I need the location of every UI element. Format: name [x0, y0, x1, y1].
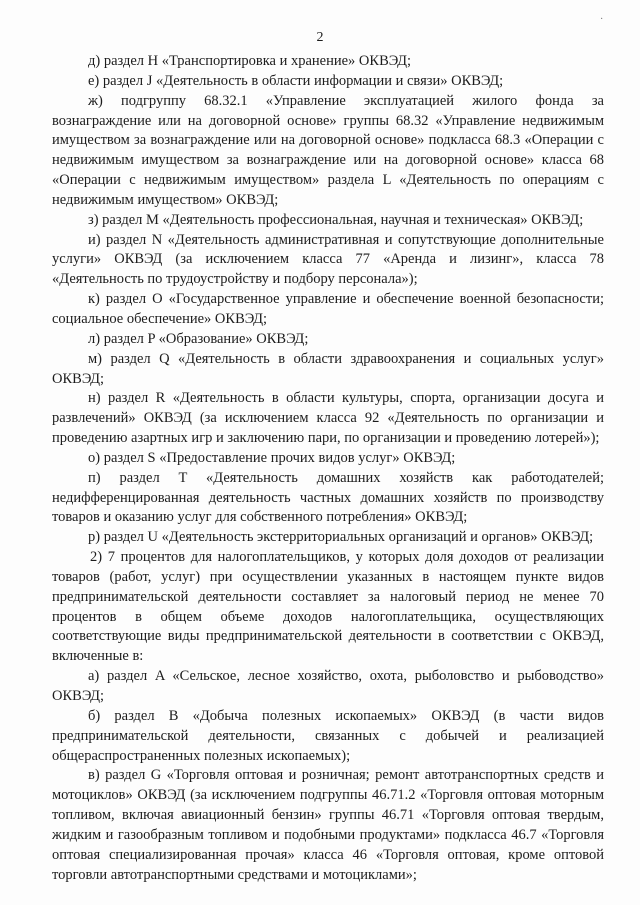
- paragraph-z: з) раздел M «Деятельность профессиональная, научная и техническая» ОКВЭД;: [88, 211, 584, 228]
- paragraph-n: н) раздел R «Деятельность в области культуры, спорта, организации досуга и развлечений» ОКВЭД (за исключением класса 92 «Деятельность по организации и проведению азартных игр и заключению пари, по организации и проведению лотерей»);: [52, 390, 604, 447]
- paragraph-o: о) раздел S «Предоставление прочих видов услуг» ОКВЭД;: [88, 449, 456, 466]
- paragraph-r: р) раздел U «Деятельность экстерриториальных организаций и органов» ОКВЭД;: [88, 529, 594, 546]
- paragraph-i: и) раздел N «Деятельность административная и сопутствующие дополнительные услуги» ОКВЭД (за исключением класса 77 «Аренда и лизинг», класса 78 «Деятельность по трудоустройству и подбору персонала»);: [52, 231, 604, 288]
- paragraph-k: к) раздел O «Государственное управление и обеспечение военной безопасности; социальное обеспечение» ОКВЭД;: [52, 291, 604, 327]
- paragraph-e: е) раздел J «Деятельность в области информации и связи» ОКВЭД;: [88, 72, 504, 89]
- document-body: [52, 52, 604, 885]
- paragraph-v: в) раздел G «Торговля оптовая и розничная; ремонт автотранспортных средств и мотоциклов» ОКВЭД (за исключением подгруппы 46.71.2 «Торговля оптовая моторным топливом, включая авиационный бензин» группы 46.71 «Торговля оптовая твердым, жидким и газообразным топливом и подобными продуктами» подкласса 46.7 «Торговля оптовая специализированная прочая» класса 46 «Торговля оптовая, кроме оптовой торговли автотранспортными средствами и мотоциклами»;: [52, 767, 604, 883]
- paragraph-m: м) раздел Q «Деятельность в области здравоохранения и социальных услуг» ОКВЭД;: [52, 350, 604, 387]
- scan-mark: ·: [600, 14, 604, 25]
- paragraph-item-2: 2) 7 процентов для налогоплательщиков, у которых доля доходов от реализации товаров (работ, услуг) при осуществлении указанных в настоящем пункте видов предпринимательской деятельности составляет за налоговый период не менее 70 процентов в общем объеме доходов налогоплательщика, осуществляющих соответствующие виды предпринимательской деятельности в соответствии с ОКВЭД, включенные в:: [52, 549, 604, 665]
- paragraph-a: а) раздел A «Сельское, лесное хозяйство, охота, рыболовство и рыбоводство» ОКВЭД;: [52, 668, 604, 704]
- paragraph-d: д) раздел H «Транспортировка и хранение» ОКВЭД;: [88, 53, 412, 69]
- paragraph-b: б) раздел B «Добыча полезных ископаемых» ОКВЭД (в части видов предпринимательской деятельности, связанных с добычей и реализацией общераспространенных полезных ископаемых);: [52, 707, 604, 764]
- paragraph-l: л) раздел P «Образование» ОКВЭД;: [88, 330, 309, 347]
- page-number: 2: [316, 30, 324, 45]
- paragraph-p: п) раздел T «Деятельность домашних хозяйств как работодателей; недифференцированная деятельность частных домашних хозяйств по производству товаров и оказанию услуг для собственного потребления» ОКВЭД;: [52, 469, 604, 526]
- paragraph-zh: ж) подгруппу 68.32.1 «Управление эксплуатацией жилого фонда за вознаграждение или на договорной основе» группы 68.32 «Управление недвижимым имуществом за вознаграждение или на договорной основе» подкласса 68.3 «Операции с недвижимым имуществом за вознаграждение или на договорной основе» класса 68 «Операции с недвижимым имуществом» раздела L «Деятельность по операциям с недвижимым имуществом» ОКВЭД;: [52, 92, 604, 208]
